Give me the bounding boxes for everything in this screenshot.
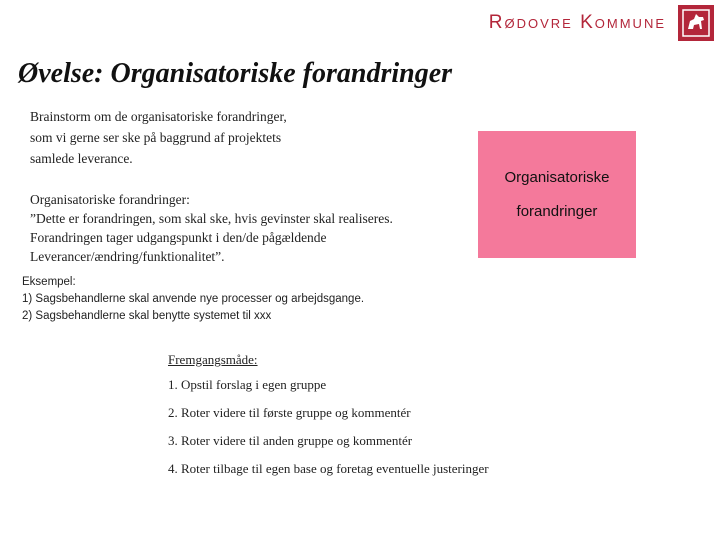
highlight-box <box>478 131 636 258</box>
definition-line: Forandringen tager udgangspunkt i den/de pågældende <box>30 230 327 245</box>
procedure-step: 4. Roter tilbage til egen base og foretag eventuelle justeringer <box>168 461 489 476</box>
procedure-step: 3. Roter videre til anden gruppe og kommentér <box>168 433 413 448</box>
highlight-box-line: forandringer <box>516 202 598 220</box>
brand-header <box>489 8 714 38</box>
definition-line: Leverancer/ændring/funktionalitet”. <box>30 249 225 264</box>
procedure-section <box>168 352 588 489</box>
example-item: 2) Sagsbehandlerne skal benytte systemet til xxx <box>22 310 272 322</box>
example-item: 1) Sagsbehandlerne skal anvende nye processer og arbejdsgange. <box>22 293 365 305</box>
page-title: Øvelse: Organisatoriske forandringer <box>18 58 453 89</box>
example-section <box>22 274 462 325</box>
intro-line: samlede leverance. <box>30 151 133 166</box>
procedure-step: 2. Roter videre til første gruppe og kommentér <box>168 405 411 420</box>
definition-line: ”Dette er forandringen, som skal ske, hvis gevinster skal realiseres. <box>30 211 393 226</box>
horse-crest-icon <box>678 5 714 41</box>
procedure-heading: Fremgangsmåde: <box>168 352 258 367</box>
highlight-box-line: Organisatoriske <box>504 168 610 186</box>
example-heading: Eksempel: <box>22 276 76 288</box>
intro-text <box>30 106 330 169</box>
definition-text <box>30 190 450 266</box>
brand-name: Rødovre Kommune <box>488 12 666 33</box>
procedure-step: 1. Opstil forslag i egen gruppe <box>168 377 327 392</box>
definition-line: Organisatoriske forandringer: <box>30 192 190 207</box>
intro-line: Brainstorm om de organisatoriske forandringer, <box>30 109 287 124</box>
intro-line: som vi gerne ser ske på baggrund af projektets <box>30 130 282 145</box>
